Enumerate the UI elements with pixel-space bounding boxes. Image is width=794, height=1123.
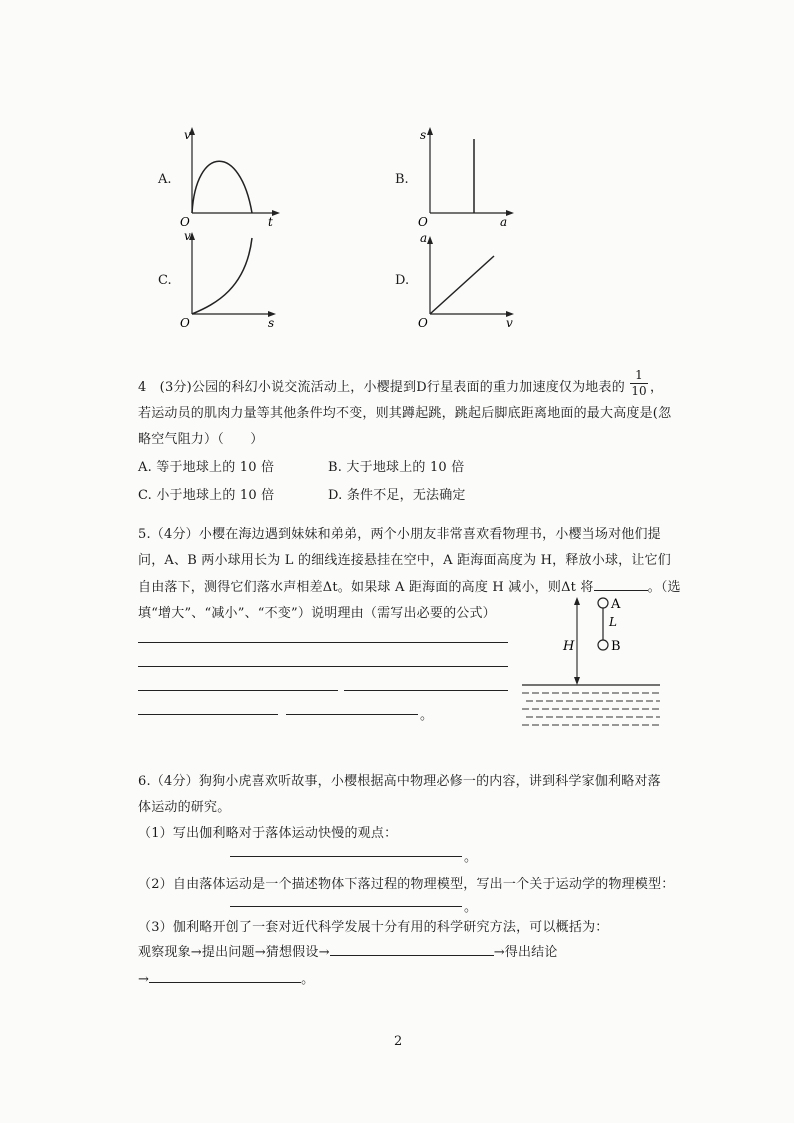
- q6-line-1: 6.（4分）狗狗小虎喜欢听故事，小樱根据高中物理必修一的内容，讲到科学家伽利略对落: [138, 774, 661, 789]
- q6-part-1: （1）写出伽利略对于落体运动快慢的观点：: [138, 826, 398, 841]
- q5-answer-line-4a[interactable]: [138, 714, 278, 715]
- q5-fig-b-label: B: [611, 639, 621, 654]
- graph-d-y-label: a: [420, 231, 428, 245]
- sea-waves: [522, 693, 660, 725]
- option-a-label: A.: [158, 172, 172, 187]
- graph-d-a-v: [414, 228, 524, 333]
- q5-fig-l-label: L: [609, 615, 617, 629]
- option-b-label: B.: [395, 172, 409, 187]
- q6-part-3-line-c: [138, 968, 314, 987]
- q6-part-2-end: 。: [464, 900, 478, 915]
- graph-a-x-label: t: [268, 215, 273, 229]
- option-c-label: C.: [158, 273, 172, 288]
- q5-line-4: 填“增大”、“减小”、“不变”）说明理由（需写出必要的公式）: [138, 606, 496, 621]
- q4-option-c: C. 小于地球上的 10 倍: [138, 488, 275, 503]
- q4-option-b: B. 大于地球上的 10 倍: [328, 460, 465, 475]
- q4-line-3: 略空气阻力）（ ）: [138, 432, 264, 447]
- q6-part-3-end: 。: [301, 972, 315, 987]
- q5-line-1: 5.（4分）小樱在海边遇到妹妹和弟弟，两个小朋友非常喜欢看物理书，小樱当场对他们提: [138, 527, 661, 542]
- q4-line-2: 若运动员的肌肉力量等其他条件均不变，则其蹲起跳，跳起后脚底距离地面的最大高度是(忽: [138, 406, 672, 421]
- q5-answer-line-3b[interactable]: [344, 690, 508, 691]
- graph-c-x-label: s: [268, 316, 275, 330]
- graph-c-v-s: [176, 228, 286, 333]
- q5-line-3-text: 自由落下，测得它们落水声相差Δt。如果球 A 距海面的高度 H 减小，则Δt 将: [138, 580, 594, 595]
- q6-part-1-end: 。: [464, 850, 478, 865]
- graph-b-origin: O: [418, 215, 428, 229]
- q6-part-1-answer-line[interactable]: [230, 856, 462, 857]
- q5-end-mark: 。: [420, 708, 434, 723]
- graph-a-y-label: v: [184, 128, 191, 142]
- graph-d-origin: O: [418, 316, 428, 330]
- q4-option-d: D. 条件不足，无法确定: [328, 488, 466, 503]
- graph-d-x-label: v: [506, 316, 513, 330]
- q6-part-3-blank-1[interactable]: [330, 955, 494, 956]
- graph-b-y-label: s: [420, 128, 427, 142]
- ball-b: [598, 640, 608, 650]
- q6-part-3: （3）伽利略开创了一套对近代科学发展十分有用的科学研究方法，可以概括为：: [138, 920, 609, 935]
- q5-answer-blank[interactable]: [594, 590, 648, 591]
- ball-a: [598, 598, 608, 608]
- graph-b-s-a: [414, 125, 524, 230]
- q4-line-1: 4 (3分)公园的科幻小说交流活动上，小樱提到D行星表面的重力加速度仅为地表的: [138, 380, 625, 395]
- q6-part-2: （2）自由落体运动是一个描述物体下落过程的物理模型，写出一个关于运动学的物理模型：: [138, 877, 675, 892]
- q4-option-a: A. 等于地球上的 10 倍: [138, 460, 275, 475]
- q6-part-3-arrow: →: [138, 972, 150, 987]
- q5-line-2: 问，A、B 两小球用长为 L 的细线连接悬挂在空中，A 距海面高度为 H，释放小球，让它们: [138, 553, 671, 568]
- q6-part-3-conclusion: →得出结论: [493, 945, 558, 960]
- q4-fraction-denominator: 10: [631, 384, 647, 398]
- q4-fraction: [630, 369, 648, 398]
- q5-figure: [520, 592, 665, 737]
- graph-c-origin: O: [180, 316, 190, 330]
- q5-answer-line-3a[interactable]: [138, 690, 338, 691]
- q5-fig-h-label: H: [563, 639, 575, 654]
- q6-part-3-blank-2[interactable]: [149, 982, 301, 983]
- q6-part-2-answer-line[interactable]: [230, 906, 462, 907]
- q6-line-2: 体运动的研究。: [138, 800, 231, 815]
- graph-a-v-t: [176, 125, 286, 230]
- q5-answer-line-2[interactable]: [138, 666, 508, 667]
- q5-answer-line-4b[interactable]: [286, 714, 418, 715]
- q4-line-1-tail: ，: [650, 380, 664, 395]
- q5-line-3-tail: 。（选: [647, 580, 681, 595]
- page-number: 2: [394, 1034, 403, 1049]
- graph-c-y-label: v: [184, 229, 191, 243]
- q5-answer-line-1[interactable]: [138, 642, 508, 643]
- q5-fig-a-label: A: [611, 597, 621, 612]
- option-d-label: D.: [395, 273, 410, 288]
- q6-part-3-steps: 观察现象→提出问题→猜想假设→: [138, 945, 330, 960]
- graph-b-x-label: a: [500, 215, 508, 229]
- q6-part-3-line-a: [138, 941, 558, 960]
- graph-a-origin: O: [180, 215, 190, 229]
- q4-fraction-numerator: 1: [635, 368, 643, 382]
